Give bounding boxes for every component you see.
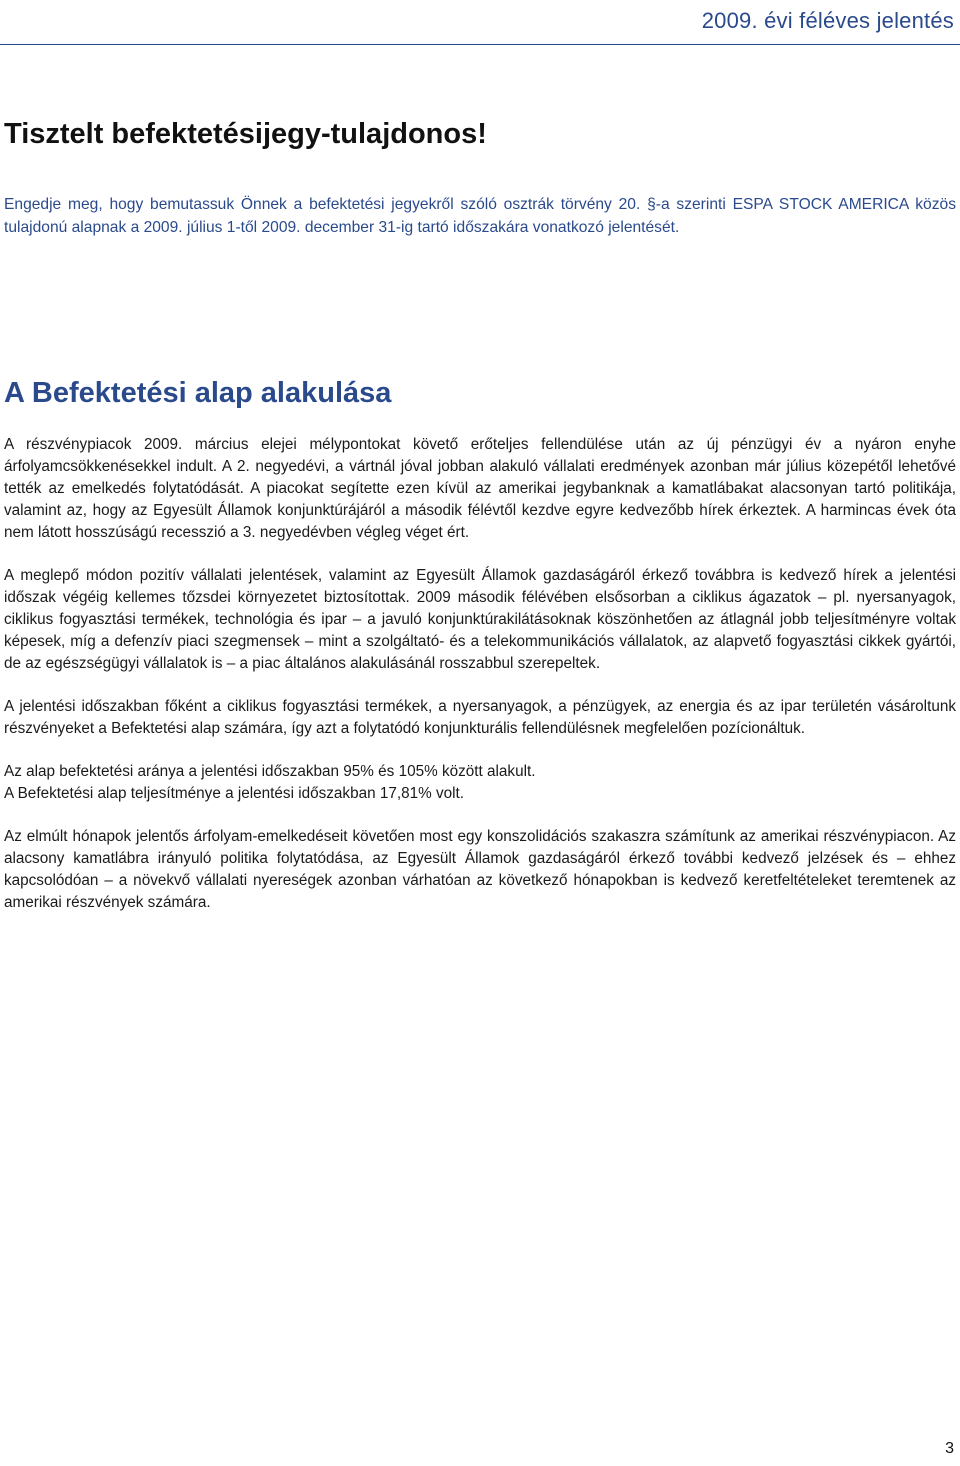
body-paragraph-sector-performance: A meglepő módon pozitív vállalati jelentések, valamint az Egyesült Államok gazdaságáról érkező továbbra is kedvező hírek a jelentési időszak végéig kellemes tőzsdei környezetet biztosítottak. 2009 második félévében elsősorban a ciklikus ágazatok – pl. nyersanyagok, ciklikus fogyasztási termékek, technológia és ipar – a javuló konjunktúrakilátásoknak köszönhetően az átlagnál jobb teljesítményre voltak képesek, míg a defenzív piaci szegmensek – mint a szolgáltató- és a telekommunikációs vállalatok, az alapvető fogyasztási cikkek gyártói, de az egészségügyi vállalatok is – a piac általános alakulásánál rosszabbul szerepeltek. <box>4 567 956 672</box>
body-paragraph-investment-ratio: Az alap befektetési aránya a jelentési időszakban 95% és 105% között alakult. <box>4 763 536 780</box>
body-paragraph-outlook: Az elmúlt hónapok jelentős árfolyam-emelkedéseit követően most egy konszolidációs szakaszra számítunk az amerikai részvénypiacon. Az alacsony kamatlábra irányuló politika folytatódása, az Egyesült Államok gazdaságáról érkező további kedvező jelzések és – ehhez kapcsolódóan – a növekvő vállalati nyereségek azonban várhatóan az következő hónapokban is kedvező keretfeltételeket teremtenek az amerikai részvények számára. <box>4 828 956 911</box>
body-paragraph-performance: A Befektetési alap teljesítménye a jelentési időszakban 17,81% volt. <box>4 785 465 802</box>
section-body <box>4 434 956 935</box>
intro-paragraph: Engedje meg, hogy bemutassuk Önnek a befektetési jegyekről szóló osztrák törvény 20. §-a szerinti ESPA STOCK AMERICA közös tulajdonú alapnak a 2009. július 1-től 2009. december 31-ig tartó időszakára vonatkozó jelentését. <box>4 196 956 236</box>
greeting-heading: Tisztelt befektetésijegy-tulajdonos! <box>4 118 487 150</box>
header-divider <box>0 44 960 45</box>
report-header-title: 2009. évi féléves jelentés <box>701 8 954 33</box>
body-paragraph-purchases: A jelentési időszakban főként a ciklikus fogyasztási termékek, a nyersanyagok, a pénzügyek, az energia és az ipar területén vásároltunk részvényeket a Befektetési alap számára, így azt a folytatódó konjunkturális fellendülésnek megfelelően pozícionáltuk. <box>4 698 956 737</box>
body-paragraph-market-recovery: A részvénypiacok 2009. március elejei mélypontokat követő erőteljes fellendülése után az új pénzügyi év a nyáron enyhe árfolyamcsökkenésekkel indult. A 2. negyedévi, a vártnál jóval jobban alakuló vállalati eredmények azonban már július közepétől lehetővé tették az emelkedés folytatódását. A piacokat segítette ezen kívül az amerikai jegybanknak a kamatlábakat alacsonyan tartó politikája, valamint az, hogy az Egyesült Államok konjunktúrájáról a második félévtől kezdve egyre kedvezőbb hírek érkeztek. A harmincas évek óta nem látott hosszúságú recesszió a 3. negyedévben végleg véget ért. <box>4 436 956 541</box>
section-title: A Befektetési alap alakulása <box>4 377 392 409</box>
page-number: 3 <box>945 1440 954 1457</box>
